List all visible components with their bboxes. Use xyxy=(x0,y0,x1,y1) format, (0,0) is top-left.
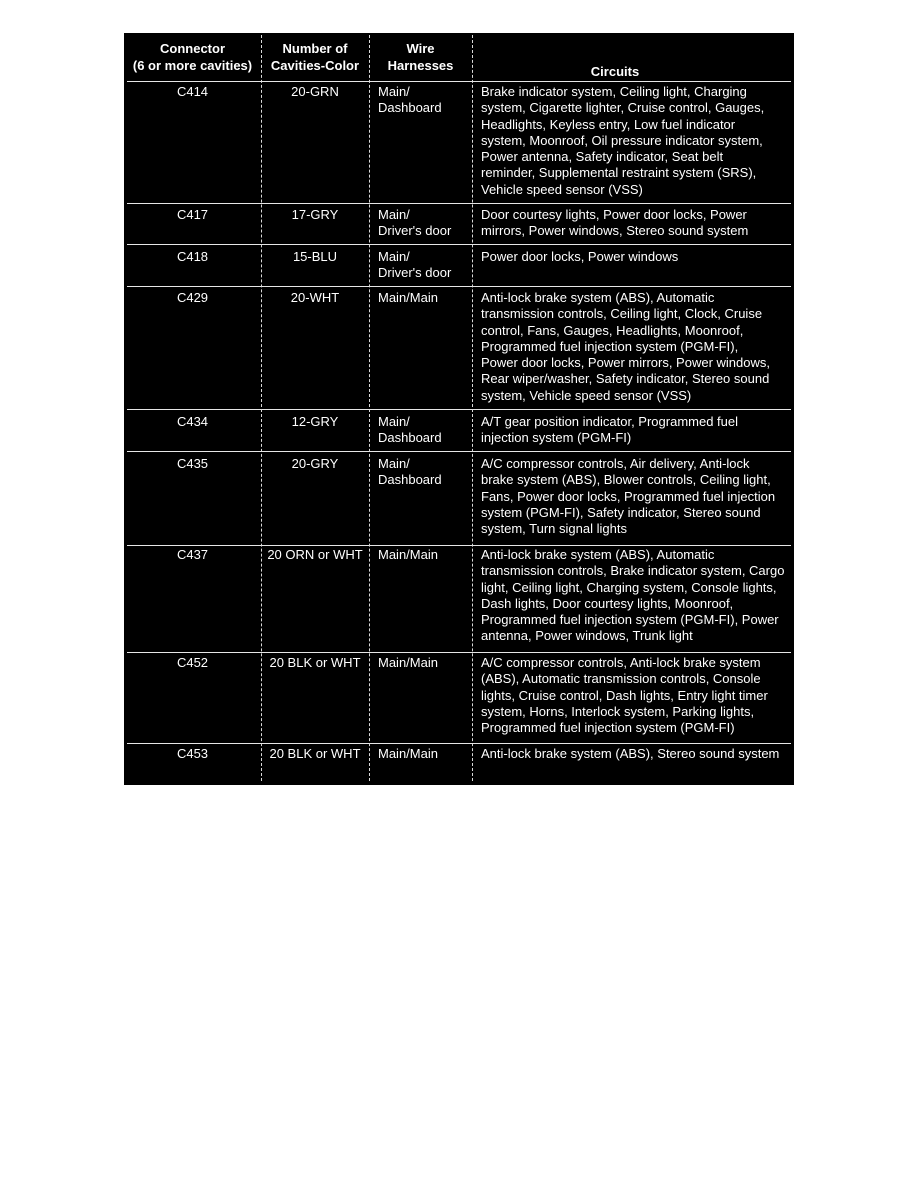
row-separator xyxy=(127,244,791,245)
table-cell-cavities: 20-WHT xyxy=(290,290,340,305)
row-separator xyxy=(127,409,791,410)
row-separator xyxy=(127,743,791,744)
row-separator xyxy=(127,286,791,287)
table-cell-cavities: 20 BLK or WHT xyxy=(269,655,361,670)
table-cell-connector: C437 xyxy=(176,547,209,562)
table-cell-cavities: 17-GRY xyxy=(291,207,339,222)
row-separator xyxy=(127,545,791,546)
column-divider xyxy=(472,35,473,781)
table-cell-circuits: Brake indicator system, Ceiling light, Charging system, Cigarette lighter, Cruise control, Gauges, Headlights, Keyless entry, Low fuel indicator system, Moonroof, Oil pressure indicator system, Power antenna, Safety indicator, Seat belt reminder, Supplemental restraint system (SRS), Vehicle speed sensor (VSS) xyxy=(481,84,765,197)
header-harnesses: Wire Harnesses xyxy=(387,41,454,73)
table-cell-connector: C435 xyxy=(176,456,209,471)
row-separator xyxy=(127,451,791,452)
table-cell-harness: Main/ Dashboard xyxy=(378,414,442,446)
table-cell-cavities: 15-BLU xyxy=(292,249,338,264)
table-cell-circuits: Door courtesy lights, Power door locks, Power mirrors, Power windows, Stereo sound system xyxy=(481,207,749,239)
table-cell-cavities: 20-GRN xyxy=(291,84,339,99)
table-cell-connector: C429 xyxy=(176,290,209,305)
table-cell-circuits: Anti-lock brake system (ABS), Stereo sound system xyxy=(481,746,780,761)
table-cell-connector: C414 xyxy=(176,84,209,99)
table-cell-circuits: A/T gear position indicator, Programmed fuel injection system (PGM-FI) xyxy=(481,414,739,446)
table-cell-cavities: 20 BLK or WHT xyxy=(269,746,361,761)
table-cell-cavities: 12-GRY xyxy=(291,414,339,429)
table-cell-harness: Main/ Dashboard xyxy=(378,456,442,488)
table-cell-connector: C417 xyxy=(176,207,209,222)
row-separator xyxy=(127,203,791,204)
table-cell-connector: C453 xyxy=(176,746,209,761)
header-cavities: Number of Cavities-Color xyxy=(270,41,360,73)
table-cell-harness: Main/Main xyxy=(378,655,438,670)
connector-table xyxy=(124,33,794,785)
row-separator xyxy=(127,652,791,653)
table-cell-connector: C452 xyxy=(176,655,209,670)
column-divider xyxy=(369,35,370,781)
table-cell-cavities: 20-GRY xyxy=(291,456,339,471)
table-cell-harness: Main/ Driver's door xyxy=(378,207,452,239)
table-cell-circuits: A/C compressor controls, Air delivery, Anti-lock brake system (ABS), Blower controls, Ceiling light, Fans, Power door locks, Programmed fuel injection system (PGM-FI), Safety indicator, Stereo sound system, Turn signal lights xyxy=(481,456,776,537)
header-circuits: Circuits xyxy=(590,63,640,79)
table-cell-circuits: Anti-lock brake system (ABS), Automatic transmission controls, Ceiling light, Clock, Cruise control, Fans, Gauges, Headlights, Moonroof, Programmed fuel injection system (PGM-FI), Power door locks, Power mirrors, Power windows, Rear wiper/washer, Safety indicator, Stereo sound system, Vehicle speed sensor (VSS) xyxy=(481,290,770,403)
table-cell-cavities: 20 ORN or WHT xyxy=(267,547,363,562)
row-separator xyxy=(127,81,791,82)
table-cell-connector: C418 xyxy=(176,249,209,264)
table-cell-circuits: Power door locks, Power windows xyxy=(481,249,679,264)
table-cell-harness: Main/Main xyxy=(378,290,438,305)
table-cell-circuits: Anti-lock brake system (ABS), Automatic transmission controls, Brake indicator system, Cargo light, Ceiling light, Charging system, Console lights, Dash lights, Door courtesy lights, Moonroof, Programmed fuel injection system (PGM-FI), Power antenna, Power windows, Trunk light xyxy=(481,547,785,644)
table-cell-harness: Main/ Dashboard xyxy=(378,84,442,116)
table-cell-harness: Main/Main xyxy=(378,547,438,562)
header-connector: Connector (6 or more cavities) xyxy=(132,41,253,73)
table-cell-connector: C434 xyxy=(176,414,209,429)
table-cell-circuits: A/C compressor controls, Anti-lock brake system (ABS), Automatic transmission controls, Console lights, Cruise control, Dash lights, Entry light timer system, Horns, Interlock system, Parking lights, Programmed fuel injection system (PGM-FI) xyxy=(481,655,768,736)
table-cell-harness: Main/ Driver's door xyxy=(378,249,452,281)
table-cell-harness: Main/Main xyxy=(378,746,438,761)
